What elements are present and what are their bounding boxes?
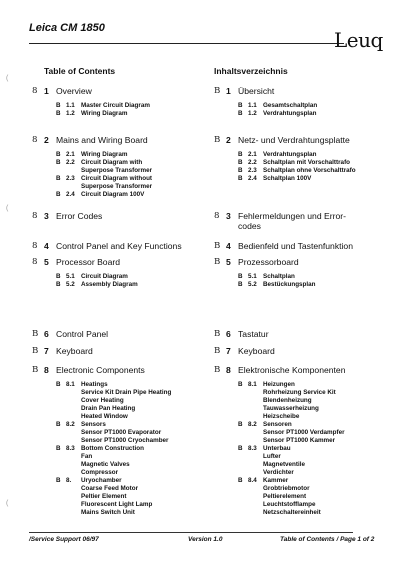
toc-entry[interactable] bbox=[32, 346, 217, 356]
entry-number: 8 bbox=[44, 365, 49, 375]
toc-entry-heading bbox=[214, 135, 399, 145]
subentry-prefix: B bbox=[238, 445, 243, 452]
entry-title: Fehlermeldungen und Error- codes bbox=[238, 211, 346, 231]
subentry-prefix: B bbox=[56, 102, 61, 109]
entry-number: 7 bbox=[226, 346, 231, 356]
right-column-heading: Inhaltsverzeichnis bbox=[214, 66, 288, 76]
entry-prefix: B bbox=[32, 329, 39, 339]
toc-subentry[interactable] bbox=[56, 421, 217, 445]
toc-entry[interactable] bbox=[32, 365, 217, 517]
subentry-prefix: B bbox=[238, 167, 243, 174]
subentry-number: 5.2 bbox=[248, 281, 257, 288]
subentry-number: 8.4 bbox=[248, 477, 257, 484]
toc-entry[interactable] bbox=[214, 241, 399, 251]
toc-subentry[interactable] bbox=[238, 175, 399, 183]
left-column bbox=[32, 66, 217, 516]
toc-subentries bbox=[238, 102, 399, 118]
subentry-title: Sensors Sensor PT1000 Evaporator Sensor PT1000 Cryochamber bbox=[81, 421, 169, 444]
toc-subentry[interactable] bbox=[238, 381, 399, 421]
toc-subentry[interactable] bbox=[238, 421, 399, 445]
entry-prefix: 8 bbox=[32, 211, 38, 221]
toc-entry-heading bbox=[32, 346, 217, 356]
toc-entry[interactable] bbox=[214, 365, 399, 517]
subentry-number: 2.1 bbox=[66, 151, 75, 158]
subentry-number: 1.2 bbox=[248, 110, 257, 117]
toc-subentry[interactable] bbox=[56, 175, 217, 191]
subentry-number: 5.2 bbox=[66, 281, 75, 288]
toc-subentry[interactable] bbox=[56, 110, 217, 118]
toc-entry-heading bbox=[32, 329, 217, 339]
subentry-number: 1.1 bbox=[248, 102, 257, 109]
entry-number: 5 bbox=[44, 257, 49, 267]
subentry-prefix: B bbox=[56, 151, 61, 158]
subentry-prefix: B bbox=[56, 110, 61, 117]
subentry-title: Schaltplan 100V bbox=[263, 175, 312, 182]
toc-entry-heading bbox=[32, 86, 217, 96]
margin-mark: ( bbox=[6, 75, 9, 82]
toc-entry-heading bbox=[214, 365, 399, 375]
toc-entry-heading bbox=[214, 329, 399, 339]
toc-entry-heading bbox=[32, 135, 217, 145]
entry-prefix: B bbox=[214, 241, 221, 251]
toc-entry-heading bbox=[214, 346, 399, 356]
toc-subentries bbox=[56, 151, 217, 199]
subentry-title: Unterbau Lufter Magnetventile Verdichter bbox=[263, 445, 305, 476]
toc-subentries bbox=[56, 102, 217, 118]
entry-number: 1 bbox=[226, 86, 231, 96]
toc-subentry[interactable] bbox=[238, 102, 399, 110]
subentry-title: Assembly Diagram bbox=[81, 281, 138, 288]
subentry-number: 2.4 bbox=[66, 191, 75, 198]
toc-subentries bbox=[56, 273, 217, 289]
subentry-number: 8.3 bbox=[66, 445, 75, 452]
header-rule bbox=[29, 43, 344, 44]
toc-entry-heading bbox=[32, 211, 217, 221]
entry-title: Prozessorboard bbox=[238, 257, 299, 267]
subentry-prefix: B bbox=[238, 273, 243, 280]
entry-title: Error Codes bbox=[56, 211, 103, 221]
entry-title: Keyboard bbox=[56, 346, 93, 356]
subentry-title: Schaltplan mit Vorschalttrafo bbox=[263, 159, 351, 166]
subentry-prefix: B bbox=[56, 273, 61, 280]
margin-mark: ( bbox=[6, 205, 9, 212]
toc-subentry[interactable] bbox=[56, 102, 217, 110]
subentry-number: 8. bbox=[66, 477, 72, 484]
toc-entry[interactable] bbox=[214, 211, 399, 231]
subentry-title: Schaltplan ohne Vorschalttrafo bbox=[263, 167, 356, 174]
toc-subentry[interactable] bbox=[56, 381, 217, 421]
toc-entry[interactable] bbox=[214, 86, 399, 118]
toc-subentry[interactable] bbox=[238, 445, 399, 477]
subentry-number: 1.2 bbox=[66, 110, 75, 117]
entry-title: Tastatur bbox=[238, 329, 269, 339]
subentry-number: 8.2 bbox=[248, 421, 257, 428]
subentry-number: 8.1 bbox=[248, 381, 257, 388]
subentry-number: 2.4 bbox=[248, 175, 257, 182]
toc-entry[interactable] bbox=[32, 241, 217, 251]
subentry-prefix: B bbox=[238, 281, 243, 288]
entry-title: Keyboard bbox=[238, 346, 275, 356]
entry-prefix: 8 bbox=[214, 211, 220, 221]
toc-entry-heading bbox=[32, 257, 217, 267]
subentry-prefix: B bbox=[238, 477, 243, 484]
subentry-prefix: B bbox=[56, 281, 61, 288]
entry-prefix: B bbox=[214, 365, 221, 375]
subentry-number: 2.2 bbox=[66, 159, 75, 166]
toc-entry-heading bbox=[214, 211, 399, 231]
subentry-title: Circuit Diagram without Superpose Transformer bbox=[81, 175, 153, 190]
subentry-number: 2.3 bbox=[66, 175, 75, 182]
toc-subentries bbox=[56, 381, 217, 517]
entry-title: Netz- und Verdrahtungsplatte bbox=[238, 135, 350, 145]
entry-title: Bedienfeld und Tastenfunktion bbox=[238, 241, 353, 251]
toc-entry[interactable] bbox=[214, 329, 399, 339]
subentry-number: 2.1 bbox=[248, 151, 257, 158]
toc-entry[interactable] bbox=[32, 257, 217, 289]
entry-prefix: B bbox=[214, 346, 221, 356]
subentry-title: Master Circuit Diagram bbox=[81, 102, 150, 109]
entry-title: Control Panel and Key Functions bbox=[56, 241, 182, 251]
right-column bbox=[214, 66, 399, 516]
subentry-title: Wiring Diagram bbox=[81, 110, 128, 117]
subentry-number: 5.1 bbox=[66, 273, 75, 280]
toc-entry-heading bbox=[214, 241, 399, 251]
subentry-prefix: B bbox=[56, 421, 61, 428]
entry-prefix: 8 bbox=[32, 135, 38, 145]
toc-entry-heading bbox=[214, 257, 399, 267]
toc-subentry[interactable] bbox=[56, 151, 217, 159]
footer-center: Version 1.0 bbox=[188, 536, 223, 543]
toc-subentry[interactable] bbox=[56, 281, 217, 289]
entry-prefix: 8 bbox=[32, 86, 38, 96]
subentry-title: Circuit Diagram bbox=[81, 273, 128, 280]
toc-subentries bbox=[238, 273, 399, 289]
toc-subentry[interactable] bbox=[238, 167, 399, 175]
subentry-prefix: B bbox=[56, 159, 61, 166]
subentry-title: Circuit Diagram with Superpose Transformer bbox=[81, 159, 153, 174]
subentry-prefix: B bbox=[56, 381, 61, 388]
subentry-number: 5.1 bbox=[248, 273, 257, 280]
toc-subentry[interactable] bbox=[238, 151, 399, 159]
entry-number: 5 bbox=[226, 257, 231, 267]
entry-prefix: B bbox=[214, 329, 221, 339]
entry-number: 6 bbox=[44, 329, 49, 339]
subentry-title: Bottom Construction Fan Magnetic Valves Compressor bbox=[81, 445, 144, 476]
subentry-title: Wiring Diagram bbox=[81, 151, 128, 158]
footer-left: /Service Support 06/97 bbox=[29, 536, 99, 543]
toc-subentry[interactable] bbox=[238, 110, 399, 118]
entry-title: Mains and Wiring Board bbox=[56, 135, 148, 145]
subentry-prefix: B bbox=[56, 175, 61, 182]
entry-title: Elektronische Komponenten bbox=[238, 365, 346, 375]
entry-title: Übersicht bbox=[238, 86, 275, 96]
toc-subentry[interactable] bbox=[238, 477, 399, 517]
entry-number: 2 bbox=[226, 135, 231, 145]
subentry-title: Heatings Service Kit Drain Pipe Heating Cover Heating Drain Pan Heating Heated Window bbox=[81, 381, 172, 420]
toc-entry[interactable] bbox=[32, 329, 217, 339]
subentry-number: 8.2 bbox=[66, 421, 75, 428]
entry-title: Overview bbox=[56, 86, 92, 96]
header-title: Leica CM 1850 bbox=[29, 22, 105, 34]
subentry-title: Uryochamber Coarse Feed Motor Peltier Element Fluorescent Light Lamp Mains Switch Unit bbox=[81, 477, 153, 516]
leica-logo: Leuq bbox=[334, 28, 383, 52]
toc-entry-heading bbox=[32, 365, 217, 375]
subentry-title: Bestückungsplan bbox=[263, 281, 316, 288]
footer-rule bbox=[29, 532, 353, 533]
subentry-prefix: B bbox=[238, 102, 243, 109]
subentry-number: 2.3 bbox=[248, 167, 257, 174]
entry-number: 8 bbox=[226, 365, 231, 375]
entry-prefix: B bbox=[214, 135, 221, 145]
toc-subentry[interactable] bbox=[56, 273, 217, 281]
subentry-number: 8.1 bbox=[66, 381, 75, 388]
subentry-title: Kammer Grobtriebmotor Peltierelement Leuchtstofflampe Netzschaltereinheit bbox=[263, 477, 321, 516]
subentry-number: 1.1 bbox=[66, 102, 75, 109]
toc-entry[interactable] bbox=[32, 86, 217, 118]
toc-subentry[interactable] bbox=[56, 159, 217, 175]
entry-prefix: B bbox=[214, 257, 221, 267]
entry-prefix: 8 bbox=[32, 241, 38, 251]
entry-number: 2 bbox=[44, 135, 49, 145]
entry-number: 1 bbox=[44, 86, 49, 96]
toc-entry[interactable] bbox=[32, 135, 217, 199]
toc-entry-heading bbox=[32, 241, 217, 251]
subentry-title: Sensoren Sensor PT1000 Verdampfer Sensor PT1000 Kammer bbox=[263, 421, 345, 444]
subentry-prefix: B bbox=[56, 477, 61, 484]
subentry-title: Verdrahtungsplan bbox=[263, 151, 317, 158]
entry-title: Electronic Components bbox=[56, 365, 145, 375]
subentry-prefix: B bbox=[238, 175, 243, 182]
subentry-number: 8.3 bbox=[248, 445, 257, 452]
subentry-title: Gesamtschaltplan bbox=[263, 102, 318, 109]
subentry-prefix: B bbox=[238, 110, 243, 117]
subentry-title: Verdrahtungsplan bbox=[263, 110, 317, 117]
margin-mark: ( bbox=[6, 500, 9, 507]
entry-number: 3 bbox=[226, 211, 231, 221]
entry-number: 7 bbox=[44, 346, 49, 356]
toc-entry[interactable] bbox=[214, 135, 399, 183]
toc-entry[interactable] bbox=[214, 346, 399, 356]
toc-subentry[interactable] bbox=[56, 445, 217, 477]
toc-subentry[interactable] bbox=[238, 273, 399, 281]
entry-number: 3 bbox=[44, 211, 49, 221]
toc-subentry[interactable] bbox=[238, 159, 399, 167]
entry-title: Processor Board bbox=[56, 257, 121, 267]
entry-number: 4 bbox=[226, 241, 231, 251]
subentry-title: Heizungen Rohrheizung Service Kit Blendenheizung Tauwasserheizung Heizscheibe bbox=[263, 381, 336, 420]
entry-prefix: 8 bbox=[32, 257, 38, 267]
toc-subentry[interactable] bbox=[56, 477, 217, 517]
entry-number: 4 bbox=[44, 241, 49, 251]
toc-subentries bbox=[238, 381, 399, 517]
entry-prefix: B bbox=[214, 86, 221, 96]
toc-entry[interactable] bbox=[32, 211, 217, 221]
entry-number: 6 bbox=[226, 329, 231, 339]
entry-prefix: B bbox=[32, 365, 39, 375]
subentry-prefix: B bbox=[56, 445, 61, 452]
toc-entry[interactable] bbox=[214, 257, 399, 289]
subentry-number: 2.2 bbox=[248, 159, 257, 166]
toc-subentries bbox=[238, 151, 399, 183]
subentry-prefix: B bbox=[238, 151, 243, 158]
subentry-prefix: B bbox=[238, 421, 243, 428]
subentry-prefix: B bbox=[238, 381, 243, 388]
toc-subentry[interactable] bbox=[56, 191, 217, 199]
toc-entry-heading bbox=[214, 86, 399, 96]
subentry-prefix: B bbox=[56, 191, 61, 198]
subentry-prefix: B bbox=[238, 159, 243, 166]
subentry-title: Circuit Diagram 100V bbox=[81, 191, 145, 198]
left-column-heading: Table of Contents bbox=[44, 66, 116, 76]
entry-title: Control Panel bbox=[56, 329, 109, 339]
toc-subentry[interactable] bbox=[238, 281, 399, 289]
subentry-title: Schaltplan bbox=[263, 273, 295, 280]
entry-prefix: B bbox=[32, 346, 39, 356]
footer-right: Table of Contents / Page 1 of 2 bbox=[280, 536, 375, 543]
